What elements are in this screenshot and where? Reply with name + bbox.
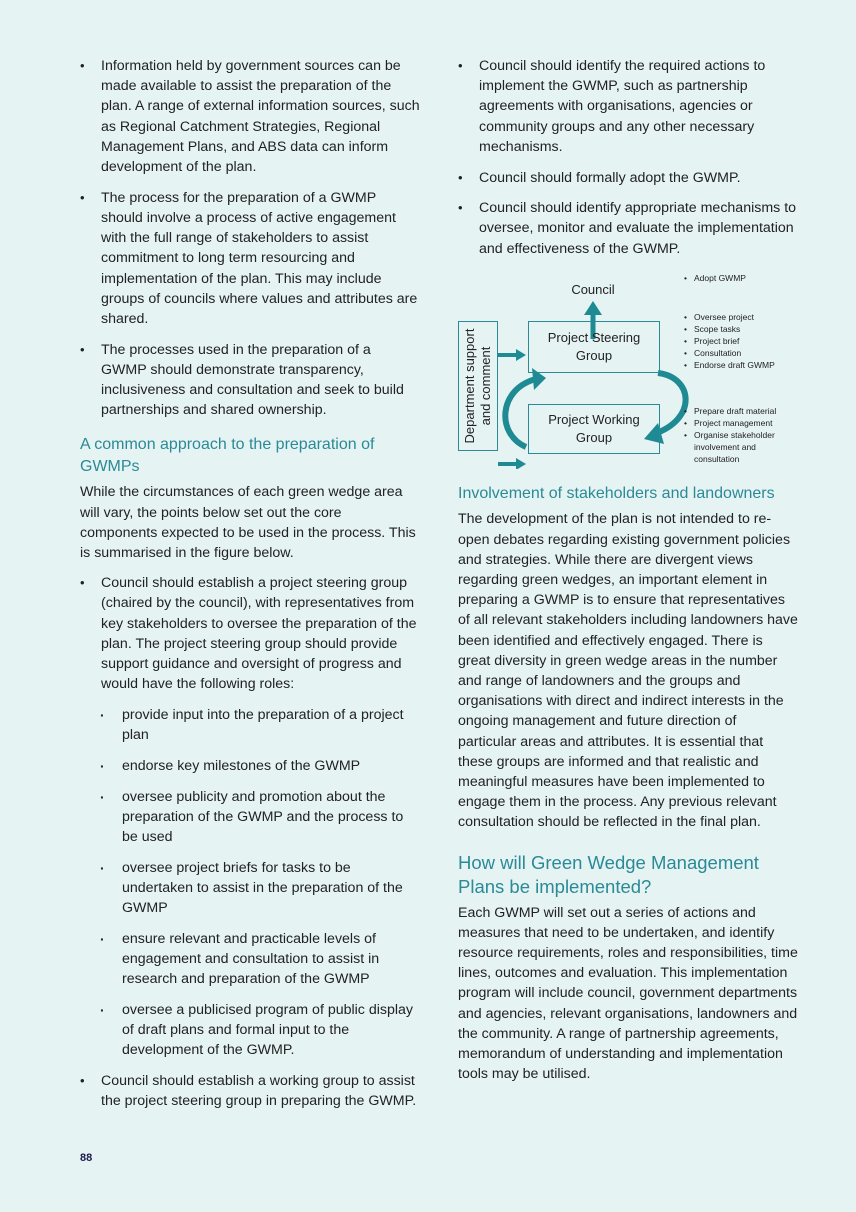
section-heading-stakeholders: Involvement of stakeholders and landowners: [458, 485, 775, 503]
note-item: • Project brief: [684, 335, 794, 347]
working-notes: [684, 405, 784, 465]
council-label: Council: [571, 282, 615, 298]
list-item: • The processes used in the preparation of a GWMP should demonstrate transparency, inclusiveness and consultation and seek to build partnerships and shared ownership.: [80, 340, 420, 421]
list-item: • Council should formally adopt the GWMP.: [458, 168, 798, 188]
role-item: · oversee a publicised program of public display of draft plans and formal input to the development of the GWMP.: [80, 1000, 420, 1061]
department-box: [458, 321, 498, 451]
list-item: • Council should identify appropriate mechanisms to oversee, monitor and evaluate the implementation and effectiveness of the GWMP.: [458, 198, 798, 259]
intro-paragraph: While the circumstances of each green wedge area will vary, the points below set out the core components expected to be used in the process. This is summarised in the figure below.: [80, 484, 416, 562]
steering-bullet-text: Council should establish a project steering group (chaired by the council), with representatives from key stakeholders to oversee the preparation of the plan. The project steering group should provide support guidance and oversight of progress and would have the following roles:: [101, 575, 417, 693]
page-number: 88: [80, 1152, 93, 1164]
roles-container: [80, 705, 420, 1061]
role-item: · oversee publicity and promotion about the preparation of the GWMP and the process to be used: [80, 787, 420, 848]
council-notes: [684, 272, 794, 284]
department-label: Department support and comment: [462, 328, 493, 444]
implementation-paragraph: Each GWMP will set out a series of actions and measures that need to be undertaken, and identify resource requirements, roles and responsibilities, time lines, outcomes and evaluation. This implementation program will include council, government departments and agencies, relevant organisations, landowners and the community. A range of partnership agreements, memorandum of understanding and implementation tools may be utilised.: [458, 904, 798, 1083]
right-column: [458, 56, 798, 1084]
process-bullet-list: [80, 573, 420, 1111]
note-item: • Oversee project: [684, 311, 794, 323]
roles-list: [80, 705, 420, 1061]
arrow-to-council-head: [584, 301, 602, 315]
note-item: • Project management: [684, 417, 784, 429]
arrow-department-to-working-head: [516, 458, 526, 469]
working-group-box: [528, 404, 660, 454]
list-item: • The process for the preparation of a GWMP should involve a process of active engagement with the full range of stakeholders to assist commitment to long term resourcing and implementation of the plan. This may include groups of councils where values and attributes are shared.: [80, 188, 420, 329]
left-column: [80, 56, 420, 1122]
actions-bullet-list: [458, 56, 798, 259]
list-item: • Council should identify the required actions to implement the GWMP, such as partnership agreements with organisations, agencies or community groups and any other necessary mechanisms.: [458, 56, 798, 157]
list-item-working-group: • Council should establish a working group to assist the project steering group in preparing the GWMP.: [80, 1071, 420, 1111]
role-item: · oversee project briefs for tasks to be undertaken to assist in the preparation of the GWMP: [80, 858, 420, 919]
section-heading-common-approach: A common approach to the preparation of GWMPs: [80, 436, 375, 476]
stakeholders-paragraph: The development of the plan is not intended to re-open debates regarding existing government policies and strategies. While there are divergent views regarding green wedges, an important element in preparing a GWMP is to ensure that representatives of all relevant stakeholders including landowners have been identified and effectively engaged. There is great diversity in green wedge areas in the number and range of landowners and the groups and organisations with direct and indirect interests in the ongoing management and future direction of particular areas and attributes. It is essential that these groups are informed and that realistic and meaningful measures have been implemented to engage them in the process. Any previous relevant consultation should be reflected in the final plan.: [458, 511, 798, 831]
note-item: • Scope tasks: [684, 323, 794, 335]
note-item: • Prepare draft material: [684, 405, 784, 417]
role-item: · ensure relevant and practicable levels of engagement and consultation to assist in research and preparation of the GWMP: [80, 929, 420, 990]
steering-notes: [684, 311, 794, 371]
steering-group-box: [528, 321, 660, 373]
role-item: · endorse key milestones of the GWMP: [80, 756, 420, 776]
arrow-department-to-steering-head: [516, 349, 526, 361]
note-item: • Organise stakeholder involvement and consultation: [684, 429, 784, 465]
note-item: • Adopt GWMP: [684, 272, 794, 284]
role-item: · provide input into the preparation of a project plan: [80, 705, 420, 745]
list-item-steering-group: [80, 573, 420, 694]
section-heading-implementation: How will Green Wedge Management Plans be implemented?: [458, 851, 759, 897]
working-group-label: Project Working Group: [548, 412, 640, 446]
note-item: • Endorse draft GWMP: [684, 359, 794, 371]
note-item: • Consultation: [684, 347, 794, 359]
intro-bullet-list: [80, 56, 420, 420]
list-item: • Information held by government sources can be made available to assist the preparation of the plan. A range of external information sources, such as Regional Catchment Strategies, Regional Management Plans, and ABS data can inform development of the plan.: [80, 56, 420, 177]
steering-group-label: Project Steering Group: [547, 330, 641, 364]
process-diagram: [458, 269, 798, 469]
